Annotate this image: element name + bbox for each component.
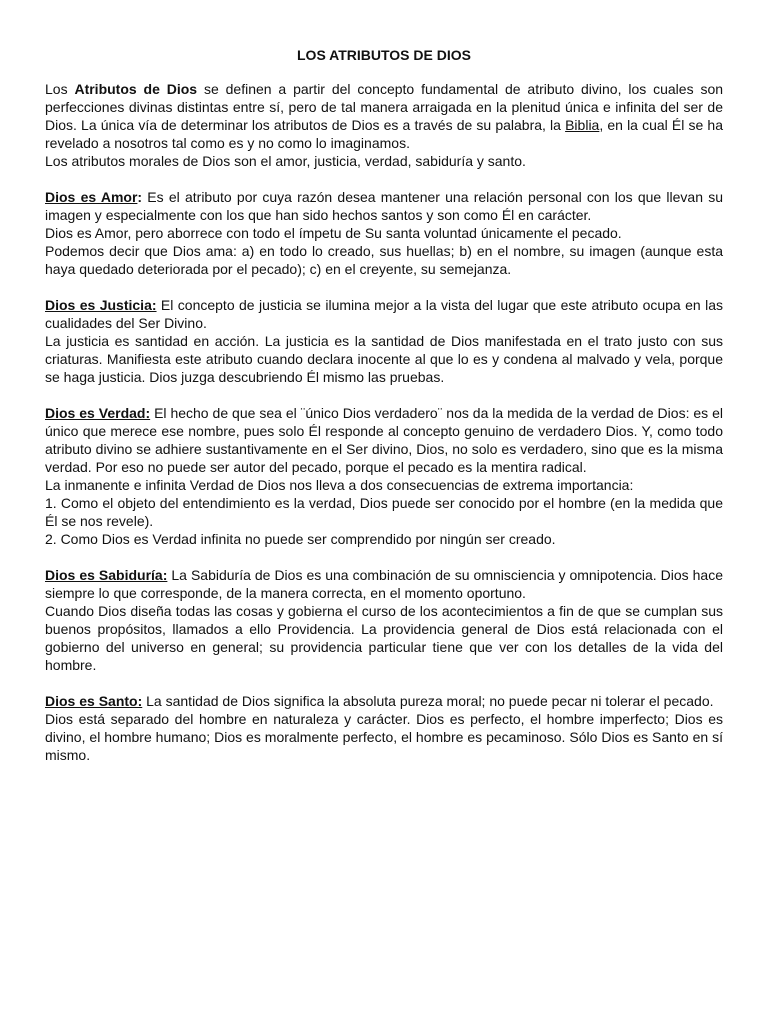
sabiduria-paragraph-2: Cuando Dios diseña todas las cosas y gobierna el curso de los acontecimientos a fin de que se cumplan sus buenos propósitos, llamados a ello Providencia. La providencia general de Dios está relacionada con el gobierno del universo en general; su providencia particular tiene que ver con los detalles de la vida del hombre. [45,603,723,673]
verdad-text-1: El hecho de que sea el ¨único Dios verdadero¨ nos da la medida de la verdad de Dios: es el único que merece ese nombre, pues solo Él responde al concepto genuino de verdadero Dios. Y, como todo atributo divino se adhiere sustantivamente en el Ser divino, Dios, no solo es verdadero, sino que es la misma verdad. Por eso no puede ser autor del pecado, porque el pecado es la mentira radical. [45,405,724,475]
verdad-paragraph-1 [45,404,723,476]
biblia-link[interactable]: Biblia [565,117,600,133]
section-intro [45,80,723,170]
section-amor [45,188,723,278]
sabiduria-paragraph-1 [45,566,723,602]
justicia-paragraph-1 [45,296,723,332]
sabiduria-text-1: La Sabiduría de Dios es una combinación de su omnisciencia y omnipotencia. Dios hace siempre lo que corresponde, de la manera correcta, en el momento oportuno. [45,567,723,601]
amor-paragraph-3: Podemos decir que Dios ama: a) en todo lo creado, sus huellas; b) en el nombre, su imagen (aunque esta haya quedado deteriorada por el pecado); c) en el creyente, su semejanza. [45,243,723,277]
section-sabiduria [45,566,723,674]
document-title: LOS ATRIBUTOS DE DIOS [297,47,471,63]
amor-heading-colon: : [137,189,143,205]
verdad-heading: Dios es Verdad: [45,405,151,421]
justicia-heading: Dios es Justicia: [45,297,157,313]
intro-text-start: Los [45,81,75,97]
verdad-paragraph-2: La inmanente e infinita Verdad de Dios nos lleva a dos consecuencias de extrema importancia: [45,477,634,493]
intro-bold-term: Atributos de Dios [74,81,198,97]
intro-text-middle: se definen a partir del concepto fundamental de atributo divino, los cuales son perfecciones divinas distintas entre sí, pero de tal manera arraigada en la plenitud única e infinita del ser de Dios. La única vía de determinar los atributos de Dios es a través de su palabra, la [45,81,724,133]
amor-heading: Dios es Amor [45,189,138,205]
intro-paragraph [45,80,723,152]
justicia-text-1: El concepto de justicia se ilumina mejor a la vista del lugar que este atributo ocupa en las cualidades del Ser Divino. [45,297,723,331]
section-justicia [45,296,723,386]
amor-text-1: Es el atributo por cuya razón desea mantener una relación personal con los que llevan su imagen y especialmente con los que han sido hechos santos y son como Él en carácter. [45,189,724,223]
sabiduria-heading: Dios es Sabiduría: [45,567,168,583]
section-santo [45,692,723,764]
amor-paragraph-2: Dios es Amor, pero aborrece con todo el ímpetu de Su santa voluntad únicamente el pecado. [45,225,622,241]
verdad-paragraph-3: 1. Como el objeto del entendimiento es la verdad, Dios puede ser conocido por el hombre (en la medida que Él se nos revele). [45,495,723,529]
verdad-paragraph-4: 2. Como Dios es Verdad infinita no puede ser comprendido por ningún ser creado. [45,531,556,547]
intro-text-end: , en la cual Él se ha revelado a nosotros tal como es y no como lo imaginamos. [45,117,723,151]
amor-paragraph-1 [45,188,723,224]
santo-paragraph-2: Dios está separado del hombre en naturaleza y carácter. Dios es perfecto, el hombre imperfecto; Dios es divino, el hombre humano; Dios es moralmente perfecto, el hombre es pecaminoso. Sólo Dios es Santo en sí mismo. [45,711,723,763]
section-verdad [45,404,723,548]
santo-paragraph-1 [45,692,723,710]
santo-text-1: La santidad de Dios significa la absoluta pureza moral; no puede pecar ni tolerar el pecado. [142,693,714,709]
santo-heading: Dios es Santo: [45,693,143,709]
justicia-paragraph-2: La justicia es santidad en acción. La justicia es la santidad de Dios manifestada en el trato justo con sus criaturas. Manifiesta este atributo cuando declara inocente al que lo es y condena al malvado y vela, porque se haga justicia. Dios juzga descubriendo Él mismo las pruebas. [45,333,723,385]
intro-paragraph-2: Los atributos morales de Dios son el amor, justicia, verdad, sabiduría y santo. [45,153,526,169]
